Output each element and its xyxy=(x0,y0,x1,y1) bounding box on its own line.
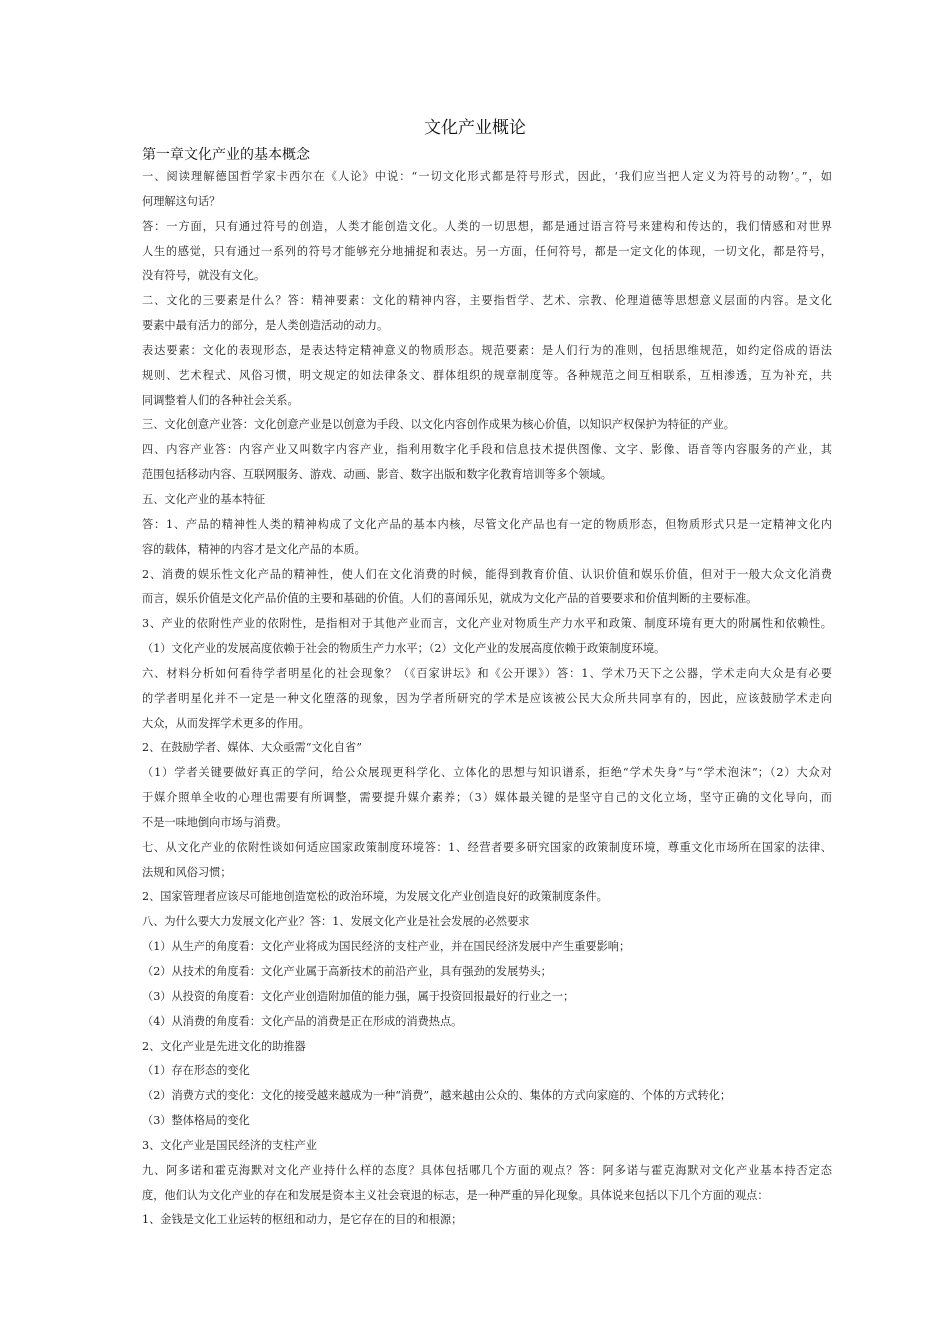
text-line: 九、阿多诺和霍克海默对文化产业持什么样的态度？具体包括哪几个方面的观点？答：阿多诺与霍克海默对文化产业基本持否定态 xyxy=(142,1163,832,1177)
text-line: （3）整体格局的变化 xyxy=(142,1114,250,1128)
text-line: 大众，从而发挥学术更多的作用。 xyxy=(142,716,310,730)
text-line: 一、阅读理解德国哲学家卡西尔在《人论》中说：“一切文化形式都是符号形式，因此，‘我们应当把人定义为符号的动物’。”，如 xyxy=(142,170,832,183)
text-line: 容的载体，精神的内容才是文化产品的本质。 xyxy=(142,542,366,556)
document-title: 文化产业概论 xyxy=(424,118,526,138)
text-line: 2、国家管理者应该尽可能地创造宽松的政治环境，为发展文化产业创造良好的政策制度条件。 xyxy=(142,890,608,904)
text-line: 要素中最有活力的部分，是人类创造活动的动力。 xyxy=(142,319,389,333)
text-line: 于媒介照单全收的心理也需要有所调整，需要提升媒介素养；（3）媒体最关键的是坚守自己的文化立场，坚守正确的文化导向，而 xyxy=(142,791,832,805)
text-line: 答：一方面，只有通过符号的创造，人类才能创造文化。人类的一切思想，都是通过语言符号来建构和传达的，我们情感和对世界 xyxy=(142,219,832,233)
text-line: （2）从技术的角度看：文化产业属于高新技术的前沿产业，具有强劲的发展势头； xyxy=(142,965,552,978)
text-line: 度，他们认为文化产业的存在和发展是资本主义社会衰退的标志，是一种严重的异化现象。具体说来包括以下几个方面的观点： xyxy=(142,1188,769,1202)
text-line: 的学者明星化并不一定是一种文化堕落的现象，因为学者所研究的学术是应该被公民大众所共同享有的，因此，应该鼓励学术走向 xyxy=(142,691,832,705)
text-line: 而言，娱乐价值是文化产品价值的主要和基础的价值。人们的喜闻乐见，就成为文化产品的首要要求和价值判断的主要标准。 xyxy=(142,592,758,606)
text-line: 二、文化的三要素是什么？答：精神要素：文化的精神内容，主要指哲学、艺术、宗教、伦理道德等思想意义层面的内容。是文化 xyxy=(142,294,832,308)
text-line: 七、从文化产业的依附性谈如何适应国家政策制度环境答：1、经营者要多研究国家的政策制度环境，尊重文化市场所在国家的法律、 xyxy=(142,840,832,854)
text-line: 四、内容产业答：内容产业又叫数字内容产业，指利用数字化手段和信息技术提供图像、文字、影像、语音等内容服务的产业，其 xyxy=(142,443,832,457)
text-line: （2）消费方式的变化：文化的接受越来越成为一种“消费”，越来越由公众的、集体的方式向家庭的、个体的方式转化； xyxy=(142,1089,732,1103)
text-line: 答：1、产品的精神性人类的精神构成了文化产品的基本内核，尽管文化产品也有一定的物质形态，但物质形式只是一定精神文化内 xyxy=(142,517,832,531)
document-body xyxy=(142,165,832,1233)
text-line: 2、消费的娱乐性文化产品的精神性，使人们在文化消费的时候，能得到教育价值、认识价值和娱乐价值，但对于一般大众文化消费 xyxy=(142,567,832,581)
text-line: 范围包括移动内容、互联网服务、游戏、动画、影音、数字出版和数字化教育培训等多个领域。 xyxy=(142,468,612,482)
text-line: （1）存在形态的变化 xyxy=(142,1064,250,1078)
text-line: （1）文化产业的发展高度依赖于社会的物质生产力水平；（2）文化产业的发展高度依赖于政策制度环境。 xyxy=(142,642,666,656)
text-line: 三、文化创意产业答：文化创意产业是以创意为手段、以文化内容创作成果为核心价值，以知识产权保护为特征的产业。 xyxy=(142,418,735,432)
text-line: （3）从投资的角度看：文化产业创造附加值的能力强，属于投资回报最好的行业之一； xyxy=(142,989,575,1003)
text-line: 规则、艺术程式、风俗习惯，明文规定的如法律条文、群体组织的规章制度等。各种规范之间互相联系，互相渗透，互为补充，共 xyxy=(142,368,832,382)
text-line: 1、金钱是文化工业运转的枢纽和动力，是它存在的目的和根源； xyxy=(142,1213,463,1227)
text-line: 不是一味地倒向市场与消费。 xyxy=(142,815,288,829)
text-line: （1）学者关键要做好真正的学问，给公众展现更科学化、立体化的思想与知识谱系，拒绝“学术失身”与“学术泡沫”；（2）大众对 xyxy=(142,766,832,780)
text-line: 3、文化产业是国民经济的支柱产业 xyxy=(142,1138,317,1152)
text-line: 人生的感觉，只有通过一系列的符号才能够充分地捕捉和表达。另一方面，任何符号，都是一定文化的体现，一切文化，都是符号， xyxy=(142,244,832,258)
text-line: 五、文化产业的基本特征 xyxy=(142,492,266,506)
text-line: 八、为什么要大力发展文化产业？答：1、发展文化产业是社会发展的必然要求 xyxy=(142,915,530,929)
text-line: 2、在鼓励学者、媒体、大众亟需“文化自省” xyxy=(142,741,362,755)
text-line: 2、文化产业是先进文化的助推器 xyxy=(142,1039,306,1053)
text-line: 3、产业的依附性产业的依附性，是指相对于其他产业而言，文化产业对物质生产力水平和政策、制度环境有更大的附属性和依赖性。 xyxy=(142,617,832,631)
text-line: 表达要素：文化的表现形态，是表达特定精神意义的物质形态。规范要素：是人们行为的准则，包括思维规范，如约定俗成的语法 xyxy=(142,343,832,357)
chapter-heading: 第一章文化产业的基本概念 xyxy=(142,147,310,163)
text-line: （4）从消费的角度看：文化产品的消费是正在形成的消费热点。 xyxy=(142,1014,463,1028)
text-line: （1）从生产的角度看：文化产业将成为国民经济的支柱产业，并在国民经济发展中产生重要影响； xyxy=(142,940,631,954)
text-line: 同调整着人们的各种社会关系。 xyxy=(142,393,299,407)
text-line: 六、材料分析如何看待学者明星化的社会现象？（《百家讲坛》和《公开课》）答：1、学术乃天下之公器，学术走向大众是有必要 xyxy=(142,666,832,680)
text-line: 法规和风俗习惯； xyxy=(142,865,232,879)
text-line: 没有符号，就没有文化。 xyxy=(142,269,266,283)
text-line: 何理解这句话？ xyxy=(142,194,221,208)
